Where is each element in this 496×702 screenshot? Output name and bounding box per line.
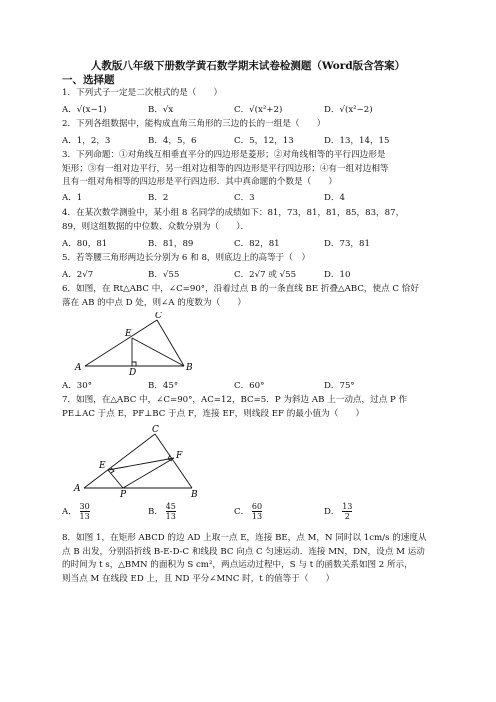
right-angle-mark-d: [132, 362, 136, 366]
question-8-line-3: 的时间为 t s，△BMN 的面积为 S cm²，两点运动过程中，S 与 t 的函数关系如图 2 所示，: [62, 560, 413, 570]
q7-option-b-fraction: [166, 502, 176, 521]
q4-option-d: D．73，81: [324, 239, 370, 249]
question-4-line-1: 4．在某次数学测验中，某小组 8 名同学的成绩如下：81，73，81，81，85，83，87，: [62, 208, 405, 218]
label-b: B: [186, 363, 193, 373]
q6-option-a: A．30°: [62, 381, 93, 391]
q6-option-d: D．75°: [324, 381, 355, 391]
q3-option-a: A．1: [62, 193, 83, 203]
q5-option-c: C．2√7 或 √55: [234, 270, 297, 280]
q7-option-d-den: 2: [344, 512, 350, 521]
q4-option-c: C．82，81: [234, 239, 280, 249]
q7-option-d-num: 13: [342, 502, 353, 511]
segment-ac: [84, 434, 155, 488]
q7-option-a-letter: A．: [62, 507, 77, 517]
q2-option-d: D．13，14，15: [324, 136, 390, 146]
question-3: [62, 149, 442, 190]
question-6: [62, 283, 442, 310]
question-6-figure: [70, 312, 220, 376]
question-5-text: 5．若等腰三角形两边长分别为 6 和 8，则底边上的高等于（ ）: [62, 253, 311, 263]
q1-option-c: C．√(x²+2): [234, 105, 283, 115]
label-e: E: [99, 461, 106, 471]
label-d: D: [129, 368, 137, 376]
question-8-line-4: 则当点 M 在线段 ED 上，且 ND 平分∠MNC 时，t 的值等于（ ）: [62, 573, 335, 584]
q7-option-b-num: 45: [165, 502, 176, 511]
question-7-options: [62, 502, 442, 528]
question-6-line-2: 落在 AB 的中点 D 处，则∠A 的度数为（ ）: [62, 297, 246, 308]
question-7-line-2: PE⊥AC 于点 E，PF⊥BC 于点 F，连接 EF，则线段 EF 的最小值为（ ）: [62, 408, 365, 419]
q6-option-c: C．60°: [234, 381, 265, 391]
q7-option-b-letter: B．: [148, 507, 163, 517]
question-7-figure: [70, 424, 210, 498]
label-a: A: [75, 363, 82, 373]
q7-option-c-letter: C．: [234, 507, 250, 517]
q7-option-d: [324, 502, 352, 521]
q4-option-b: B．81，89: [148, 239, 194, 249]
q7-option-d-letter: D．: [324, 507, 340, 517]
question-3-line-2: 矩形；③有一组对边平行，另一组对边相等的四边形是平行四边形；④有一组对边相等: [62, 163, 389, 174]
q1-option-b: B．√x: [148, 105, 174, 115]
question-2: [62, 118, 442, 132]
q3-option-d: D．4: [324, 193, 345, 203]
q2-option-a: A．1，2，3: [62, 136, 111, 146]
q7-option-a: [62, 502, 90, 521]
page-title: 人教版八年级下册数学黄石数学期末试卷检测题（Word版含答案）: [90, 60, 406, 72]
q3-option-b: B．2: [148, 193, 169, 203]
q6-option-b: B．45°: [148, 381, 179, 391]
q7-option-c-fraction: [252, 502, 262, 521]
q3-option-c: C．3: [234, 193, 255, 203]
question-7-line-1: 7．如图，在△ABC 中，∠C=90°，AC=12，BC=5．P 为斜边 AB 上一动点，过点 P 作: [62, 395, 408, 405]
question-1: [62, 87, 442, 101]
section-heading: 一、选择题: [62, 74, 115, 86]
q4-option-a: A．80，81: [62, 239, 108, 249]
question-8-line-1: 8．如图 1，在矩形 ABCD 的边 AD 上取一点 E，连接 BE，点 M，N 同时以 1cm/s 的速度从: [62, 533, 427, 543]
segment-cb: [155, 434, 192, 488]
question-2-text: 2．下列各组数据中，能构成直角三角形的三边的长的一组是（ ）: [62, 119, 326, 129]
question-6-line-1: 6．如图，在 Rt△ABC 中，∠C=90°，沿着过点 B 的一条直线 BE 折叠△ABC，使点 C 恰好: [62, 284, 419, 294]
q7-option-b: [148, 502, 176, 521]
segment-pe: [108, 470, 123, 488]
q5-option-a: A．2√7: [62, 270, 94, 280]
q7-option-a-num: 30: [79, 502, 90, 511]
question-5: [62, 252, 442, 266]
q2-option-c: C．5，12，13: [234, 136, 294, 146]
segment-ac: [85, 320, 157, 366]
q5-option-d: D．10: [324, 270, 351, 280]
q7-option-c-den: 13: [251, 512, 263, 521]
question-7: [62, 394, 442, 421]
q7-option-b-den: 13: [165, 512, 176, 521]
q7-option-a-den: 13: [79, 512, 90, 521]
label-p: P: [120, 490, 127, 498]
label-c: C: [152, 425, 159, 435]
q7-option-c-num: 60: [251, 502, 263, 511]
question-3-line-3: 且有一组对角相等的四边形是平行四边形．其中真命题的个数是（ ）: [62, 177, 338, 187]
question-4-line-2: 89，则这组数据的中位数、众数分别为（ ）．: [62, 221, 250, 232]
question-4: [62, 207, 442, 234]
question-1-text: 1．下列式子一定是二次根式的是（ ）: [62, 88, 223, 98]
q1-option-d: D．√(x²−2): [324, 105, 373, 115]
q7-option-d-fraction: [342, 502, 352, 521]
question-3-line-1: 3．下列命题：①对角线互相垂直平分的四边形是菱形；②对角线相等的平行四边形是: [62, 150, 386, 160]
q1-option-a: A．√(x−1): [62, 105, 107, 115]
q5-option-b: B．√55: [148, 270, 180, 280]
label-e: E: [125, 329, 132, 339]
label-b: B: [191, 490, 198, 498]
q7-option-a-fraction: [80, 502, 90, 521]
q7-option-c: [234, 502, 262, 521]
label-c: C: [155, 312, 162, 321]
q2-option-b: B．4，5，6: [148, 136, 197, 146]
label-a: A: [74, 484, 81, 494]
question-8-line-2: 点 B 出发，分别沿折线 B-E-D-C 和线段 BC 向点 C 匀速运动．连接 MN，DN，设点 M 运动: [62, 546, 425, 557]
question-8: [62, 532, 442, 586]
label-f: F: [176, 451, 183, 461]
